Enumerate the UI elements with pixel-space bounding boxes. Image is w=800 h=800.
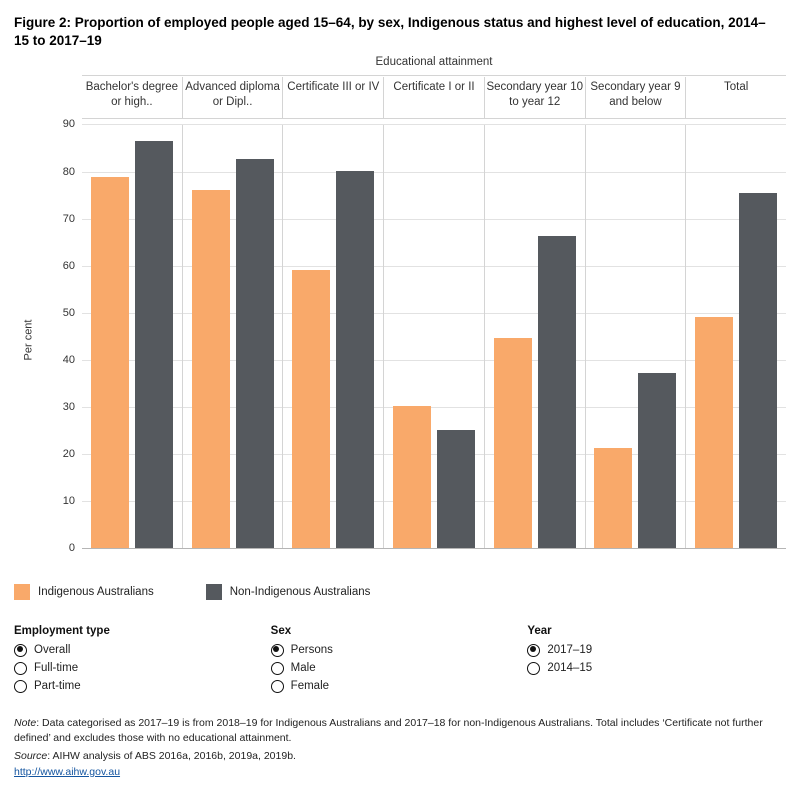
bar[interactable] [192,190,230,549]
attainment-header: Educational attainment [82,56,786,76]
legend-label: Non-Indigenous Australians [229,586,371,598]
radio-icon[interactable] [14,680,27,693]
bar-group [686,125,786,549]
chart-legend [14,584,370,600]
page-title: Figure 2: Proportion of employed people aged 15–64, by sex, Indigenous status and highest level of education, 2014–15 to 2017–19 [14,15,766,49]
category-header: Secondary year 10 to year 12 [485,77,586,118]
radio-label: 2014–15 [547,662,593,674]
radio-icon[interactable] [527,662,540,675]
note-text: : Data categorised as 2017–19 is from 2018–19 for Indigenous Australians and 2017–18 for non-Indigenous Australians. Total includes ‘Certificate not further defined’ and excludes those with no educational attainment. [14,717,763,745]
source-link-line [14,765,782,780]
y-axis-tick-label: 10 [62,495,75,508]
bar[interactable] [594,448,632,549]
radio-icon[interactable] [14,662,27,675]
category-header-row [82,77,786,119]
radio-option-2017-19[interactable] [527,641,784,659]
radio-icon[interactable] [527,644,540,657]
source-line [14,749,782,764]
bar[interactable] [236,159,274,549]
y-axis-tick-label: 0 [68,542,75,555]
plot-inner [62,118,786,555]
category-header: Total [724,81,749,94]
bar-group [485,125,586,549]
bar[interactable] [135,141,173,550]
radio-option-full-time[interactable] [14,659,271,677]
legend-item [206,584,371,600]
bar[interactable] [494,338,532,549]
bar[interactable] [336,171,374,549]
category-header: Secondary year 9 and below [586,77,687,118]
y-axis-tick-label: 20 [62,448,75,461]
radio-option-female[interactable] [271,677,528,695]
legend-item [14,584,154,600]
y-axis-tick-label: 80 [62,165,75,178]
y-axis-tick-label: 70 [62,212,75,225]
control-title: Employment type [14,625,110,637]
bar[interactable] [739,193,777,550]
radio-label: Male [290,662,316,674]
radio-label: 2017–19 [547,644,593,656]
y-axis-tick-label: 40 [62,354,75,366]
note-line [14,716,782,746]
source-text: : AIHW analysis of ABS 2016a, 2016b, 2019a, 2019b. [47,750,296,763]
y-axis-title-label: Per cent [22,319,34,361]
control-title: Sex [270,625,292,637]
filter-controls [14,625,784,695]
bar[interactable] [393,406,431,550]
control-group-employment-type [14,625,271,695]
radio-label: Overall [34,644,71,656]
category-header: Advanced diploma or Dipl.. [183,77,284,118]
radio-label: Part-time [34,680,81,692]
bar[interactable] [91,177,129,550]
radio-option-persons[interactable] [271,641,528,659]
bar[interactable] [292,270,330,549]
y-axis-title [20,119,36,561]
radio-icon[interactable] [271,680,284,693]
radio-label: Persons [290,644,333,656]
control-group-sex [271,625,528,695]
y-axis-tick-label: 90 [62,118,75,131]
radio-option-overall[interactable] [14,641,271,659]
radio-label: Full-time [34,662,79,674]
radio-label: Female [290,680,330,692]
bar[interactable] [538,236,576,550]
x-axis-line [82,548,786,549]
y-axis-tick-label: 30 [62,401,75,414]
category-header: Certificate III or IV [283,77,384,118]
radio-option-part-time[interactable] [14,677,271,695]
figure-notes [14,716,782,780]
y-axis-tick-label: 50 [62,306,75,319]
radio-icon[interactable] [271,662,284,675]
source-label: Source [14,750,48,763]
control-group-year [527,625,784,695]
note-label: Note [14,717,37,729]
y-axis-tick-label: 60 [62,259,75,272]
bar-group [586,125,687,549]
bar[interactable] [437,430,475,549]
bar[interactable] [695,317,733,549]
bar-group [283,125,384,549]
radio-option-2014-15[interactable] [527,659,784,677]
bar[interactable] [638,373,676,549]
bar-group [82,125,183,549]
category-header: Certificate I or II [384,77,485,118]
bar-group [183,125,284,549]
category-header: Bachelor's degree or high.. [82,77,183,118]
bar-group [384,125,485,549]
aihw-link[interactable]: http://www.aihw.gov.au [14,765,121,778]
control-title: Year [527,625,552,637]
radio-icon[interactable] [14,644,27,657]
chart-container [14,56,786,596]
radio-icon[interactable] [271,644,284,657]
legend-swatch [14,584,30,600]
radio-option-male[interactable] [271,659,528,677]
legend-swatch [206,584,222,600]
plot-area [62,118,786,561]
legend-label: Indigenous Australians [38,586,154,598]
